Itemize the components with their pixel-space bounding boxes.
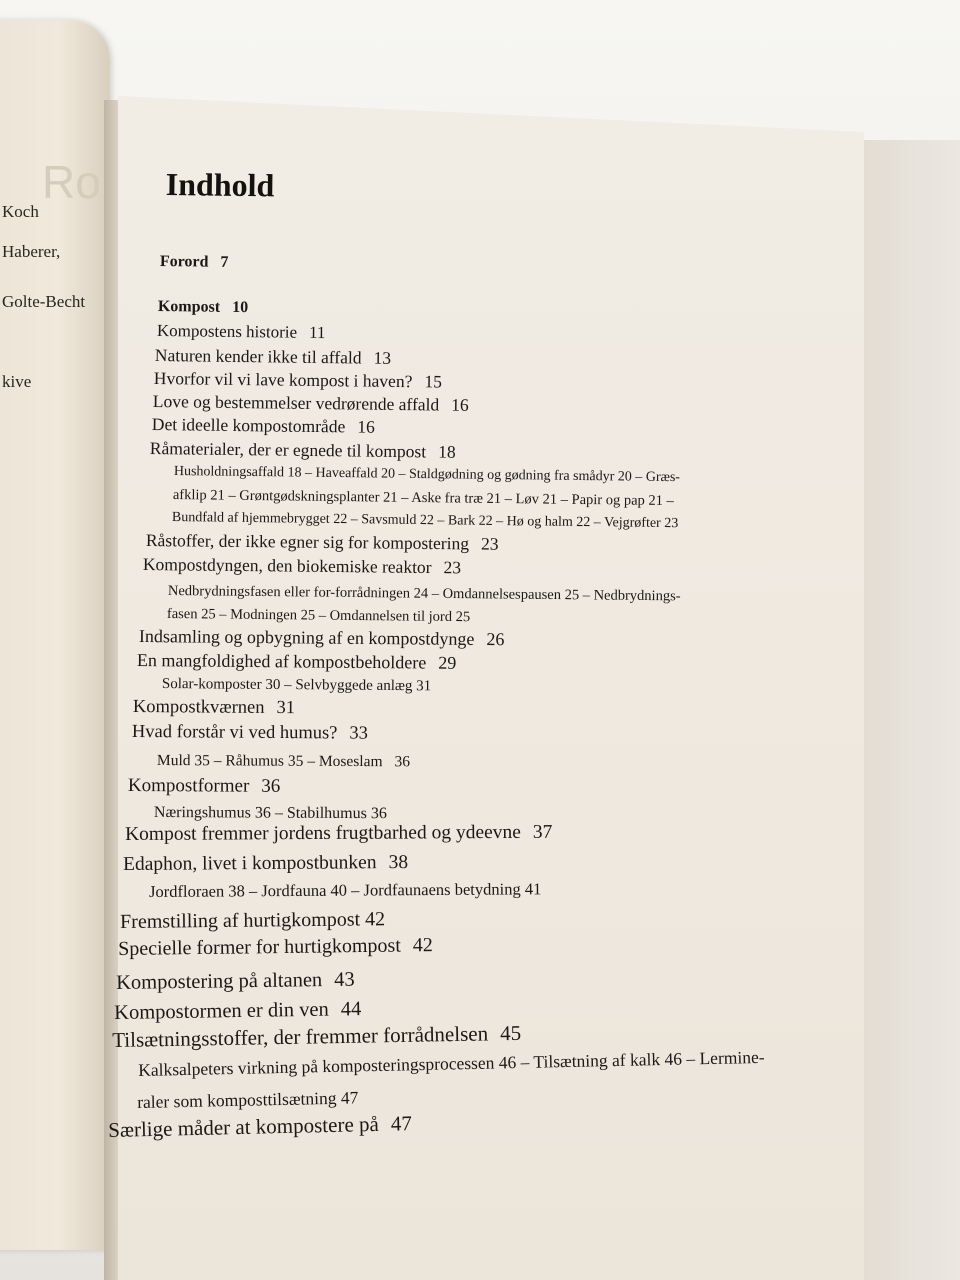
toc-entry-page: 7 — [220, 253, 229, 271]
toc-entry-title: Specielle former for hurtigkompost — [118, 934, 401, 960]
toc-entry — [157, 321, 326, 343]
toc-entry-title: Kalksalpeters virkning på komposteringsprocessen 46 – Tilsætning af kalk 46 – Lermine- — [138, 1046, 765, 1080]
toc-entry-title: Tilsætningsstoffer, der fremmer forrådnelsen — [112, 1021, 489, 1052]
toc-entry-page: 44 — [340, 998, 362, 1021]
toc-entry — [137, 650, 457, 674]
toc-entry-page: 36 — [261, 775, 281, 797]
toc-entry — [118, 934, 433, 961]
toc-entry-title: Solar-komposter 30 – Selvbyggede anlæg 31 — [161, 676, 432, 695]
toc-entry — [123, 852, 408, 876]
toc-subentry — [149, 879, 541, 902]
toc-entry-page: 23 — [443, 557, 462, 578]
toc-entry-title: Kompostering på altanen — [116, 969, 323, 994]
toc-entry-page: 26 — [486, 629, 505, 650]
toc-entry-title: Kompostens historie — [156, 321, 298, 342]
toc-entry-title: Kompostkværnen — [132, 697, 265, 718]
toc-entry-title: Hvad forstår vi ved humus? — [131, 722, 338, 744]
toc-entry — [146, 530, 499, 555]
toc-entry — [143, 554, 461, 578]
toc-entry — [114, 998, 361, 1025]
toc-entry — [158, 298, 248, 317]
toc-entry-title: Naturen kender ikke til affald — [154, 345, 362, 368]
toc-entry-page: 37 — [532, 821, 553, 843]
toc-entry-title: Hvorfor vil vi lave kompost i haven? — [153, 368, 413, 392]
toc-entry-page: 16 — [357, 416, 375, 437]
toc-entry-page: 38 — [388, 852, 409, 874]
toc-entry-title: Bundfald af hjemmebrygget 22 – Savsmuld 22 – Bark 22 – Hø og halm 22 – Vejgrøfter 23 — [171, 510, 679, 532]
left-page-fragment: Golte-Becht — [2, 292, 86, 311]
toc-subentry — [167, 606, 470, 626]
toc-entry-page: 18 — [438, 441, 456, 462]
toc-entry-page: 29 — [438, 652, 457, 673]
toc-entry-title: Husholdningsaffald 18 – Haveaffald 20 – Staldgødning og gødning fra smådyr 20 – Græs- — [173, 464, 681, 486]
toc-entry-page: 45 — [499, 1020, 522, 1046]
toc-entry — [155, 345, 391, 369]
toc-entry-title: Nedbrydningsfasen eller for-forrådningen 24 – Omdannelsespausen 25 – Nedbrydnings- — [167, 583, 681, 605]
toc-entry — [150, 438, 456, 463]
toc-entry-title: Jordfloraen 38 – Jordfauna 40 – Jordfaunaens betydning 41 — [149, 879, 542, 901]
page-title: Indhold — [165, 166, 275, 204]
toc-entry-title: Kompost — [157, 298, 221, 316]
toc-entry — [153, 391, 469, 416]
toc-entry-title: Muld 35 – Råhumus 35 – Moseslam — [156, 752, 383, 771]
toc-subentry — [162, 676, 431, 695]
toc-entry-title: Kompostdyngen, den biokemiske reaktor — [142, 554, 432, 578]
toc-entry-page: 13 — [373, 347, 392, 368]
toc-entry — [116, 969, 355, 995]
toc-entry-page: 10 — [232, 298, 249, 317]
toc-entry-title: Det ideelle kompostområde — [151, 414, 346, 437]
toc-entry-title: fasen 25 – Modningen 25 – Omdannelsen til jord 25 — [166, 606, 471, 626]
toc-entry — [154, 368, 442, 393]
toc-entry-title: Næringshumus 36 – Stabilhumus 36 — [153, 804, 387, 823]
toc-subentry — [157, 752, 410, 771]
toc-entry-title: afklip 21 – Grøntgødskningsplanter 21 – Aske fra træ 21 – Løv 21 – Papir og pap 21 – — [172, 487, 674, 510]
toc-entry — [132, 722, 368, 745]
toc-entry-title: Råstoffer, der ikke egner sig for kompostering — [145, 530, 470, 554]
toc-entry — [133, 697, 295, 719]
toc-entry-title: Kompostformer — [127, 775, 250, 797]
toc-entry-title: Kompostormen er din ven — [114, 998, 329, 1024]
toc-entry-page: 36 — [394, 753, 411, 771]
toc-entry-title: Edaphon, livet i kompostbunken — [123, 852, 377, 875]
toc-subentry — [154, 804, 387, 823]
toc-entry-page: 11 — [309, 322, 326, 343]
book-edge — [862, 140, 960, 1280]
toc-entry-page: 43 — [334, 968, 355, 991]
toc-entry-title: Indsamling og opbygning af en kompostdynge — [138, 626, 475, 649]
toc-entry-title: Forord — [159, 253, 209, 271]
toc-entry — [160, 253, 229, 272]
toc-entry-title: Kompost fremmer jordens frugtbarhed og ydeevne — [125, 821, 521, 845]
toc-entry-page: 33 — [349, 723, 369, 744]
toc-entry — [152, 414, 375, 438]
left-page-fragment: Haberer, — [2, 242, 61, 261]
toc-entry-title: Råmaterialer, der er egnede til kompost — [149, 438, 427, 462]
left-page — [0, 20, 110, 1250]
toc-entry-page: 23 — [480, 533, 499, 554]
toc-entry-title: raler som komposttilsætning 47 — [137, 1087, 359, 1112]
toc-entry-page: 47 — [390, 1111, 413, 1136]
toc-entry-page: 16 — [451, 394, 469, 415]
toc-entry-page: 42 — [412, 934, 433, 957]
toc-entry-page: 31 — [276, 698, 296, 719]
toc-entry-title: Særlige måder at kompostere på — [108, 1111, 380, 1142]
left-page-ghost-text: Ro — [42, 156, 101, 208]
toc-entry — [125, 822, 552, 846]
toc-entry-title: En mangfoldighed af kompostbeholdere — [136, 650, 427, 673]
toc-entry-title: Love og bestemmelser vedrørende affald — [152, 391, 440, 415]
toc-entry — [128, 775, 280, 798]
left-page-fragment: kive — [2, 372, 32, 391]
toc-entry-page: 15 — [424, 371, 443, 392]
toc-entry — [139, 626, 505, 650]
left-page-fragment: Koch — [2, 202, 39, 221]
toc-entry — [120, 908, 385, 934]
toc-entry-title: Fremstilling af hurtigkompost 42 — [120, 908, 386, 933]
